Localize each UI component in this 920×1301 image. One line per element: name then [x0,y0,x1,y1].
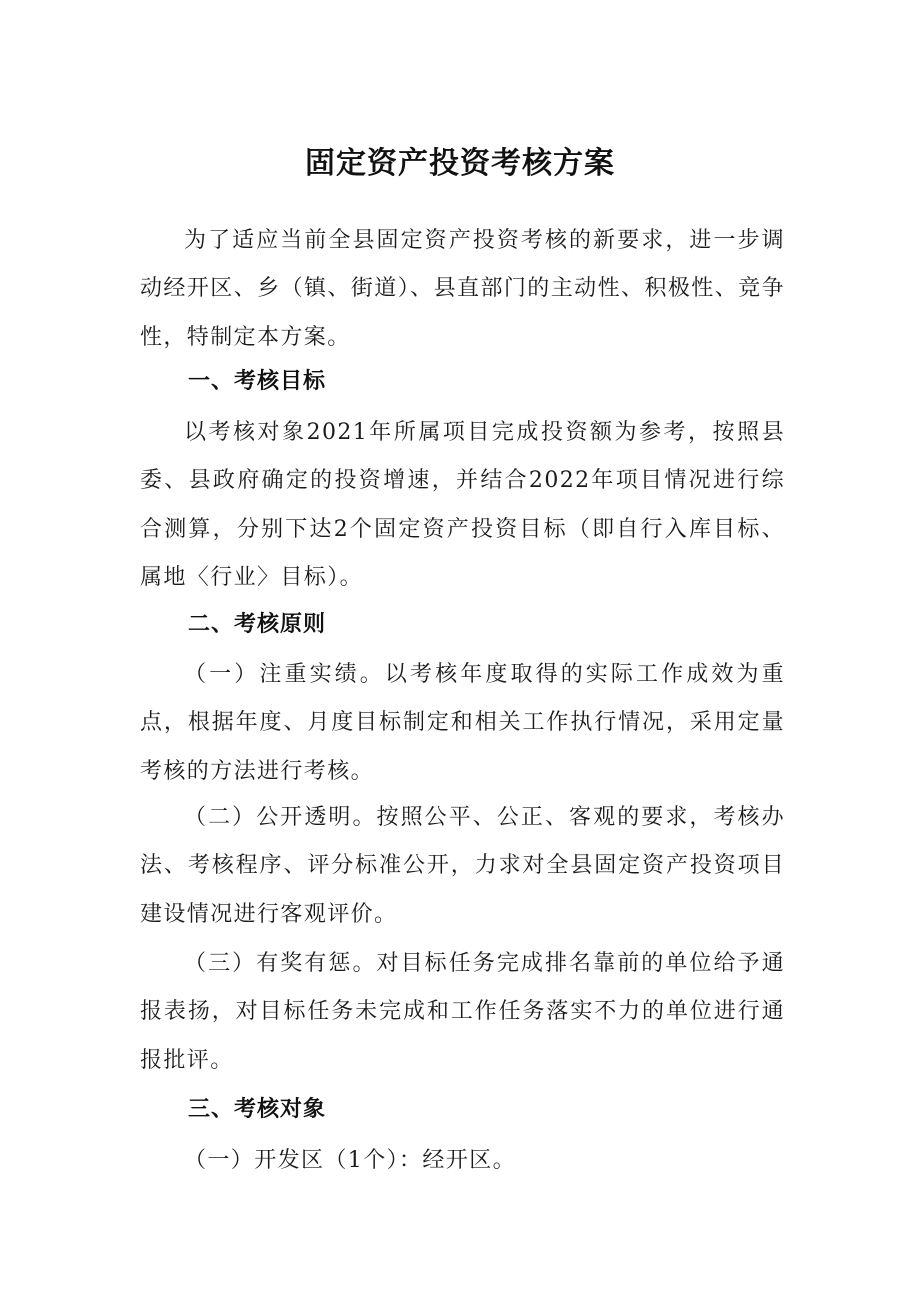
section-2-heading: 二、考核原则 [188,612,327,637]
section-2-item-3: （三）有奖有惩。对目标任务完成排名靠前的单位给予通报表扬，对目标任务未完成和工作任务落实不力的单位进行通报批评。 [140,951,785,1073]
section-1-body: 以考核对象2021年所属项目完成投资额为参考，按照县委、县政府确定的投资增速，并结合2022年项目情况进行综合测算，分别下达2个固定资产投资目标（即自行入库目标、属地〈行业〉目标）。 [140,420,785,590]
section-3-item-1: （一）开发区（1个）：经开区。 [184,1148,516,1173]
section-2-item-1: （一）注重实绩。以考核年度取得的实际工作成效为重点，根据年度、月度目标制定和相关工作执行情况，采用定量考核的方法进行考核。 [140,662,785,784]
section-3-heading: 三、考核对象 [188,1097,327,1122]
section-1-heading: 一、考核目标 [188,369,327,394]
section-2-item-2: （二）公开透明。按照公平、公正、客观的要求，考核办法、考核程序、评分标准公开，力求对全县固定资产投资项目建设情况进行客观评价。 [140,805,785,927]
document-title: 固定资产投资考核方案 [305,146,615,181]
intro-paragraph: 为了适应当前全县固定资产投资考核的新要求，进一步调动经开区、乡（镇、街道）、县直部门的主动性、积极性、竞争性，特制定本方案。 [140,228,785,350]
